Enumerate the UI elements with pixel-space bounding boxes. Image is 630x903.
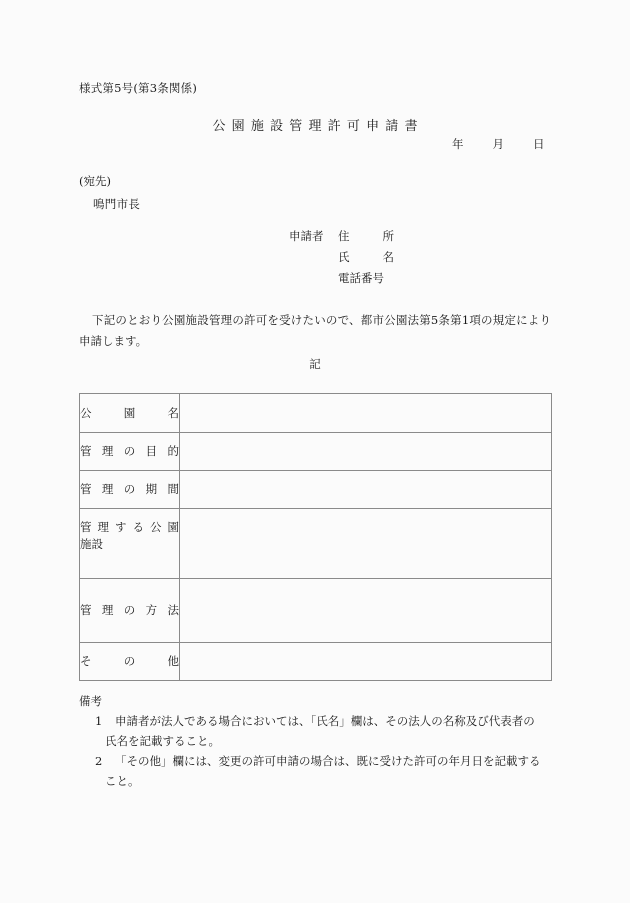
note-item (95, 711, 579, 751)
row-label-text-line2: 施設 (80, 537, 103, 551)
row-value-other[interactable] (180, 643, 552, 681)
row-value-management-purpose[interactable] (180, 433, 552, 471)
table-row (80, 579, 552, 643)
applicant-row-address (289, 228, 394, 249)
row-value-park-name[interactable] (180, 394, 552, 433)
note-number: 2 (95, 754, 103, 768)
row-label-managed-facilities (80, 509, 180, 579)
row-label-management-method (80, 579, 180, 643)
row-label-text: 管理の期間 (80, 482, 179, 496)
applicant-row-phone (289, 270, 394, 291)
notes-title: 備考 (79, 694, 102, 708)
date-line (452, 136, 545, 152)
row-value-managed-facilities[interactable] (180, 509, 552, 579)
note-text-line2: こと。 (105, 774, 140, 788)
date-month-label: 月 (492, 137, 504, 151)
table-row (80, 394, 552, 433)
applicant-row-name (289, 249, 394, 270)
applicant-field-name: 氏名 (338, 250, 394, 264)
notes-section (79, 692, 579, 791)
row-label-text: その他 (80, 654, 179, 668)
note-text-line2: 氏名を記載すること。 (105, 734, 220, 748)
row-label-management-purpose (80, 433, 180, 471)
application-table (79, 393, 552, 681)
row-label-other (80, 643, 180, 681)
applicant-field-address: 住所 (338, 229, 394, 243)
table-row (80, 509, 552, 579)
note-text (105, 751, 579, 791)
note-text (105, 711, 579, 751)
row-label-park-name (80, 394, 180, 433)
table-row (80, 433, 552, 471)
table-row (80, 471, 552, 509)
row-value-management-method[interactable] (180, 579, 552, 643)
row-label-text: 管理の方法 (80, 603, 179, 617)
body-paragraph: 下記のとおり公園施設管理の許可を受けたいので、都市公園法第5条第1項の規定により申請します。 (79, 313, 551, 348)
note-text-line1: 申請者が法人である場合においては、「氏名」欄は、その法人の名称及び代表者の (115, 714, 535, 728)
note-number: 1 (95, 714, 103, 728)
form-number: 様式第5号(第3条関係) (79, 81, 198, 95)
document-title: 公園施設管理許可申請書 (212, 119, 424, 134)
note-text-line1: 「その他」欄には、変更の許可申請の場合は、既に受けた許可の年月日を記載する (115, 754, 541, 768)
note-item (95, 751, 579, 791)
row-label-text-line1: 管理する公園 (80, 520, 179, 534)
table-row (80, 643, 552, 681)
row-label-text: 公園名 (80, 405, 179, 420)
row-label-text: 管理の目的 (80, 444, 179, 458)
date-year-label: 年 (452, 137, 464, 151)
applicant-tag: 申請者 (289, 229, 324, 243)
applicant-field-phone: 電話番号 (338, 271, 384, 285)
kiji-marker: 記 (309, 357, 321, 371)
date-day-label: 日 (533, 137, 545, 151)
row-label-management-period (80, 471, 180, 509)
row-value-management-period[interactable] (180, 471, 552, 509)
addressee-label: (宛先) (79, 174, 111, 188)
applicant-block (289, 228, 394, 291)
addressee-name: 鳴門市長 (93, 197, 141, 211)
